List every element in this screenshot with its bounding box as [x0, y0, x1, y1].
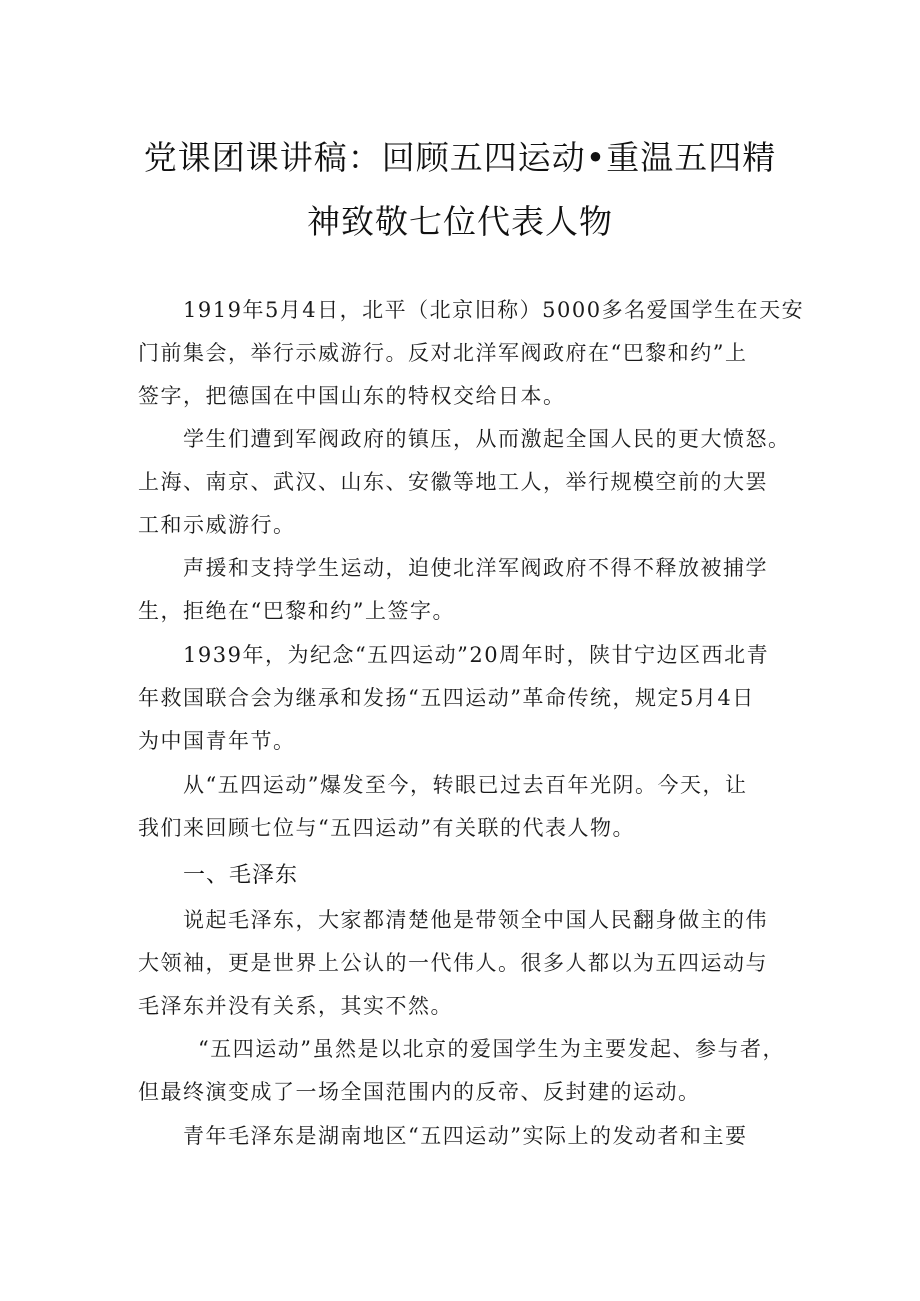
document-title-line-1: 党课团课讲稿：回顾五四运动•重温五四精 [143, 138, 777, 177]
paragraph-line: 青年毛泽东是湖南地区“五四运动”实际上的发动者和主要 [183, 1124, 748, 1148]
paragraph-line: 我们来回顾七位与“五四运动”有关联的代表人物。 [138, 816, 635, 840]
paragraph-line: 1919年5月4日，北平（北京旧称）5000多名爱国学生在天安 [183, 298, 805, 322]
paragraph-line: 声援和支持学生运动，迫使北洋军阀政府不得不释放被捕学 [183, 556, 768, 580]
paragraph-line: 为中国青年节。 [138, 729, 296, 753]
paragraph-line: 生，拒绝在“巴黎和约”上签字。 [138, 599, 455, 623]
paragraph-line: 学生们遭到军阀政府的镇压，从而激起全国人民的更大愤怒。 [183, 427, 791, 451]
paragraph-line: 门前集会，举行示威游行。反对北洋军阀政府在“巴黎和约”上 [138, 341, 748, 365]
paragraph-line: 1939年，为纪念“五四运动”20周年时，陕甘宁边区西北青 [183, 643, 770, 667]
section-heading: 一、毛泽东 [183, 863, 299, 888]
paragraph-line: 年救国联合会为继承和发扬“五四运动”革命传统，规定5月4日 [138, 686, 755, 710]
paragraph-line: “五四运动”虽然是以北京的爱国学生为主要发起、参与者， [198, 1037, 785, 1061]
paragraph-line: 上海、南京、武汉、山东、安徽等地工人，举行规模空前的大罢 [138, 470, 768, 494]
paragraph-line: 工和示威游行。 [138, 513, 296, 537]
paragraph-line: 说起毛泽东，大家都清楚他是带领全中国人民翻身做主的伟 [183, 908, 768, 932]
paragraph-line: 但最终演变成了一场全国范围内的反帝、反封建的运动。 [138, 1080, 701, 1104]
paragraph-line: 毛泽东并没有关系，其实不然。 [138, 994, 453, 1018]
paragraph-line: 从“五四运动”爆发至今，转眼已过去百年光阴。今天，让 [183, 773, 748, 797]
paragraph-line: 大领袖，更是世界上公认的一代伟人。很多人都以为五四运动与 [138, 951, 768, 975]
paragraph-line: 签字，把德国在中国山东的特权交给日本。 [138, 384, 566, 408]
document-title-line-2: 神致敬七位代表人物 [307, 202, 613, 241]
